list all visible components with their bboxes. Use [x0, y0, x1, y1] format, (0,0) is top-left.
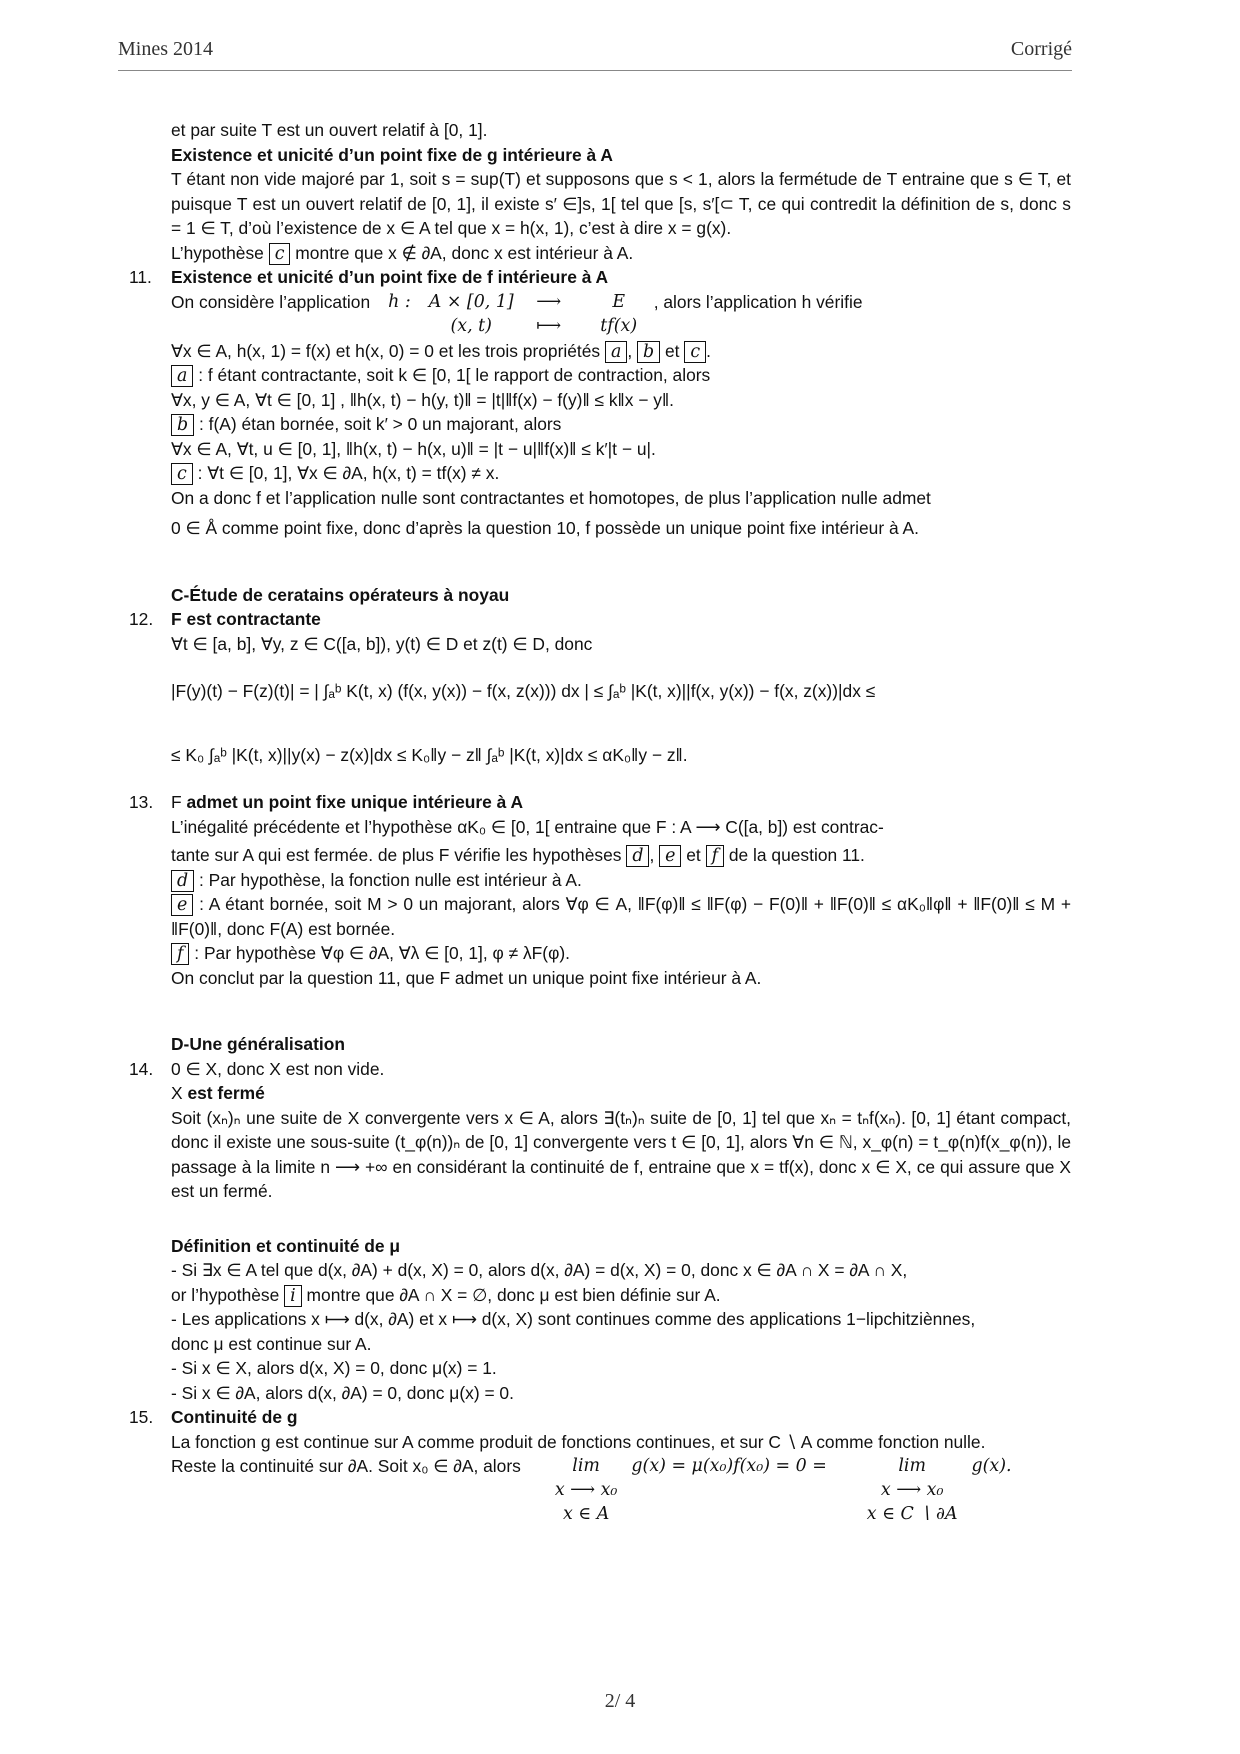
hyp-d-label: d [171, 870, 194, 892]
prop-b-label: b [171, 414, 194, 436]
q13-line2: tante sur A qui est fermée. de plus F vérifie les hypothèses d , e et f de la question 11. [171, 845, 865, 866]
q14-heading2: Définition et continuité de μ [171, 1235, 400, 1256]
q12-line1: ∀t ∈ [a, b], ∀y, z ∈ C([a, b]), y(t) ∈ D et z(t) ∈ D, donc [171, 633, 593, 654]
section-d-title: D-Une généralisation [171, 1034, 345, 1054]
q14-mu-line2-a: or l’hypothèse [171, 1284, 280, 1305]
hyp-box-i: i [284, 1285, 302, 1307]
q11-line2: ∀x ∈ A, h(x, 1) = f(x) et h(x, 0) = 0 et les trois propriétés a , b et c . [171, 340, 711, 362]
q13-line2-text: tante sur A qui est fermée. de plus F vérifie les hypothèses [171, 845, 622, 865]
q11-prop-a [171, 363, 1071, 388]
q13-conclusion: On conclut par la question 11, que F admet un unique point fixe intérieur à A. [171, 967, 762, 988]
map-arrow: ⟶ [536, 291, 562, 312]
q13-heading [171, 790, 1071, 815]
hyp-e-label: e [171, 894, 193, 916]
limit-2-var: x ⟶ x₀ [880, 1480, 944, 1500]
question-11 [129, 265, 1071, 541]
question-15 [129, 1405, 1071, 1526]
limit-1-var: x ⟶ x₀ [554, 1480, 618, 1500]
map-domain: A × [0, 1] [428, 291, 514, 312]
q14-heading1-symbol: X [171, 1083, 183, 1103]
page-number: 2/ 4 [604, 1690, 636, 1712]
limit-2-op: lim [898, 1456, 926, 1476]
q14-line1: 0 ∈ X, donc X est non vide. [171, 1058, 385, 1079]
q13-line2-end: de la question 11. [728, 845, 865, 865]
map-image: tf(x) [600, 316, 638, 336]
hyp-f-label: f [171, 943, 189, 965]
map-codomain: E [612, 291, 626, 312]
q11-line4: ∀x, y ∈ A, ∀t ∈ [0, 1] , ‖h(x, t) − h(y, t)‖ = |t|‖f(x) − f(y)‖ ≤ k‖x − y‖. [171, 389, 674, 410]
q15-limit-line [171, 1454, 1071, 1526]
q12-eq1: |F(y)(t) − F(z)(t)| = | ∫ₐᵇ K(t, x) (f(x, y(x)) − f(x, z(x))) dx | ≤ ∫ₐᵇ |K(t, x)||f(x, y(x)) − f(x, z(x))|dx ≤ [171, 680, 876, 701]
spacer [171, 1204, 1071, 1234]
map-mapsto: ⟼ [536, 316, 562, 336]
p10-hyp-text-b: montre que x ∉ ∂A, donc x est intérieur à A. [295, 242, 634, 263]
limit-1-set: x ∈ A [562, 1504, 610, 1524]
q14-mu-line6: - Si x ∈ ∂A, alors d(x, ∂A) = 0, donc μ(x) = 0. [171, 1382, 514, 1403]
q14-number: 14. [129, 1058, 154, 1079]
q11-map-table [429, 290, 654, 339]
question-14 [129, 1057, 1071, 1406]
q11-line8: On a donc f et l’application nulle sont contractantes et homotopes, de plus l’application nulle admet [171, 487, 931, 508]
q12-heading: F est contractante [171, 609, 321, 629]
p10-hypothesis [171, 241, 1071, 266]
prop-a-label: a [171, 365, 193, 387]
map-var: (x, t) [450, 316, 492, 336]
q12-equation-1 [171, 662, 1071, 720]
q11-intro-end: , alors l’application h vérifie [653, 291, 863, 312]
limit-2 [867, 1454, 958, 1526]
question-12 [129, 607, 1071, 784]
hyp-box-e: e [659, 845, 681, 867]
q15-heading: Continuité de g [171, 1407, 298, 1427]
q15-end: g(x). [971, 1456, 1012, 1476]
q11-line6: ∀x ∈ A, ∀t, u ∈ [0, 1], ‖h(x, t) − h(x, u)‖ = |t − u|‖f(x)‖ ≤ k′|t − u|. [171, 438, 656, 459]
q14-mu-line5: - Si x ∈ X, alors d(x, X) = 0, donc μ(x) = 1. [171, 1358, 497, 1378]
limit-2-set: x ∈ C ∖ ∂A [866, 1504, 958, 1524]
running-header-right: Corrigé [1010, 38, 1072, 60]
prop-c-text: : ∀t ∈ [0, 1], ∀x ∈ ∂A, h(x, t) = tf(x) ≠ x. [197, 463, 500, 483]
hyp-d-text: : Par hypothèse, la fonction nulle est intérieur à A. [198, 869, 582, 890]
q13-line1: L’inégalité précédente et l’hypothèse αK₀ ∈ [0, 1[ entraine que F : A ⟶ C([a, b]) est contrac- [171, 816, 884, 837]
q13-number: 13. [129, 792, 154, 812]
q11-heading: Existence et unicité d’un point fixe de f intérieure à A [171, 267, 609, 287]
question-13 [129, 790, 1071, 990]
limit-1-op: lim [572, 1456, 600, 1476]
q14-body: Soit (xₙ)ₙ une suite de X convergente vers x ∈ A, alors ∃(tₙ)ₙ suite de [0, 1] tel que xₙ = tₙf(xₙ). [0, 1] étant compact, donc il existe une sous-suite (t_φ(n))ₙ de [0, 1] convergente vers t ∈ [0, 1], alors ∀n ∈ ℕ, x_φ(n) = t_φ(n)f(x_φ(n)), le passage à la limite n ⟶ +∞ en considérant la continuité de f, entraine que x = tf(x), donc x ∈ X, ce qui assure que X est un fermé. [171, 1107, 1071, 1201]
prop-a-text: : f étant contractante, soit k ∈ [0, 1[ le rapport de contraction, alors [198, 365, 711, 385]
q11-map-name: h : [388, 291, 411, 312]
p10-line1: et par suite T est un ouvert relatif à [0, 1]. [171, 120, 488, 140]
limit-1 [555, 1454, 618, 1526]
q11-properties-text: ∀x ∈ A, h(x, 1) = f(x) et h(x, 0) = 0 et les trois propriétés [171, 340, 601, 361]
q11-map-definition [171, 290, 1071, 339]
q14-mu-line1: - Si ∃x ∈ A tel que d(x, ∂A) + d(x, X) = 0, alors d(x, ∂A) = d(x, X) = 0, donc x ∈ ∂A ∩ X = ∂A ∩ X, [171, 1260, 908, 1280]
q11-prop-b [171, 412, 1071, 437]
q15-number: 15. [129, 1407, 154, 1427]
q13-hyp-f [171, 941, 1071, 966]
hyp-box-c: c [269, 243, 291, 265]
q14-heading1-text: est fermé [187, 1083, 265, 1103]
q11-prop-c [171, 461, 1071, 486]
hyp-f-text: : Par hypothèse ∀φ ∈ ∂A, ∀λ ∈ [0, 1], φ ≠ λF(φ). [194, 943, 570, 963]
q14-mu-line2 [171, 1283, 1071, 1308]
header-rule [118, 70, 1072, 71]
prop-b-text: : f(A) étan bornée, soit k′ > 0 un majorant, alors [198, 414, 562, 434]
q12-equation-2 [171, 726, 1071, 784]
prop-box-a: a [605, 341, 627, 363]
p10-hyp-text-a: L’hypothèse [171, 242, 264, 263]
q15-middle: g(x) = μ(x₀)f(x₀) = 0 = [631, 1456, 827, 1476]
hyp-box-d: d [626, 845, 649, 867]
prop-box-c: c [684, 341, 706, 363]
q12-eq2: ≤ K₀ ∫ₐᵇ |K(t, x)||y(x) − z(x)|dx ≤ K₀‖y − z‖ ∫ₐᵇ |K(t, x)|dx ≤ αK₀‖y − z‖. [171, 744, 688, 765]
q13-hyp-d [171, 868, 1071, 893]
q14-mu-line3: - Les applications x ⟼ d(x, ∂A) et x ⟼ d(x, X) sont continues comme des applications 1−lipchitziènnes, [171, 1309, 976, 1329]
q13-heading-symbol: F [171, 792, 182, 812]
hyp-box-f: f [706, 845, 724, 867]
running-header-left: Mines 2014 [118, 38, 213, 60]
q14-mu-line4: donc μ est continue sur A. [171, 1333, 372, 1354]
p10-body: T étant non vide majoré par 1, soit s = sup(T) et supposons que s < 1, alors la fermétude de T entraine que s ∈ T, et puisque T est un ouvert relatif de [0, 1], il existe s′ ∈]s, 1[ tel que [s, s′[⊂ T, ce qui contredit la définition de s, donc s = 1 ∈ T, d’où l’existence de x ∈ A tel que x = h(x, 1), c’est à dire x = g(x). [171, 169, 1071, 238]
q15-line2: Reste la continuité sur ∂A. Soit x₀ ∈ ∂A, alors [171, 1456, 521, 1476]
q11-line9: 0 ∈ Å comme point fixe, donc d’après la question 10, f possède un unique point fixe intérieur à A. [171, 518, 919, 538]
q13-heading-text: admet un point fixe unique intérieure à A [186, 792, 524, 812]
q12-number: 12. [129, 609, 154, 629]
q11-number: 11. [129, 267, 152, 287]
page-content [129, 118, 1071, 1526]
q14-mu-line2-b: montre que ∂A ∩ X = ∅, donc μ est bien définie sur A. [306, 1284, 721, 1305]
prop-box-b: b [637, 341, 660, 363]
q13-hyp-e [171, 892, 1071, 941]
q11-intro: On considère l’application [171, 291, 371, 312]
section-c-title: C-Étude de ceratains opérateurs à noyau [171, 584, 510, 605]
q15-line1: La fonction g est continue sur A comme produit de fonctions continues, et sur C ∖ A comme fonction nulle. [171, 1431, 986, 1452]
q14-heading1 [171, 1081, 1071, 1106]
prop-c-label: c [171, 463, 193, 485]
p10-heading: Existence et unicité d’un point fixe de g intérieure à A [171, 144, 613, 165]
hyp-e-text: : A étant bornée, soit M > 0 un majorant, alors ∀φ ∈ A, ‖F(φ)‖ ≤ ‖F(φ) − F(0)‖ + ‖F(0)‖ ≤ αK₀‖φ‖ + ‖F(0)‖ ≤ M + ‖F(0)‖, donc F(A) est bornée. [171, 894, 1071, 939]
